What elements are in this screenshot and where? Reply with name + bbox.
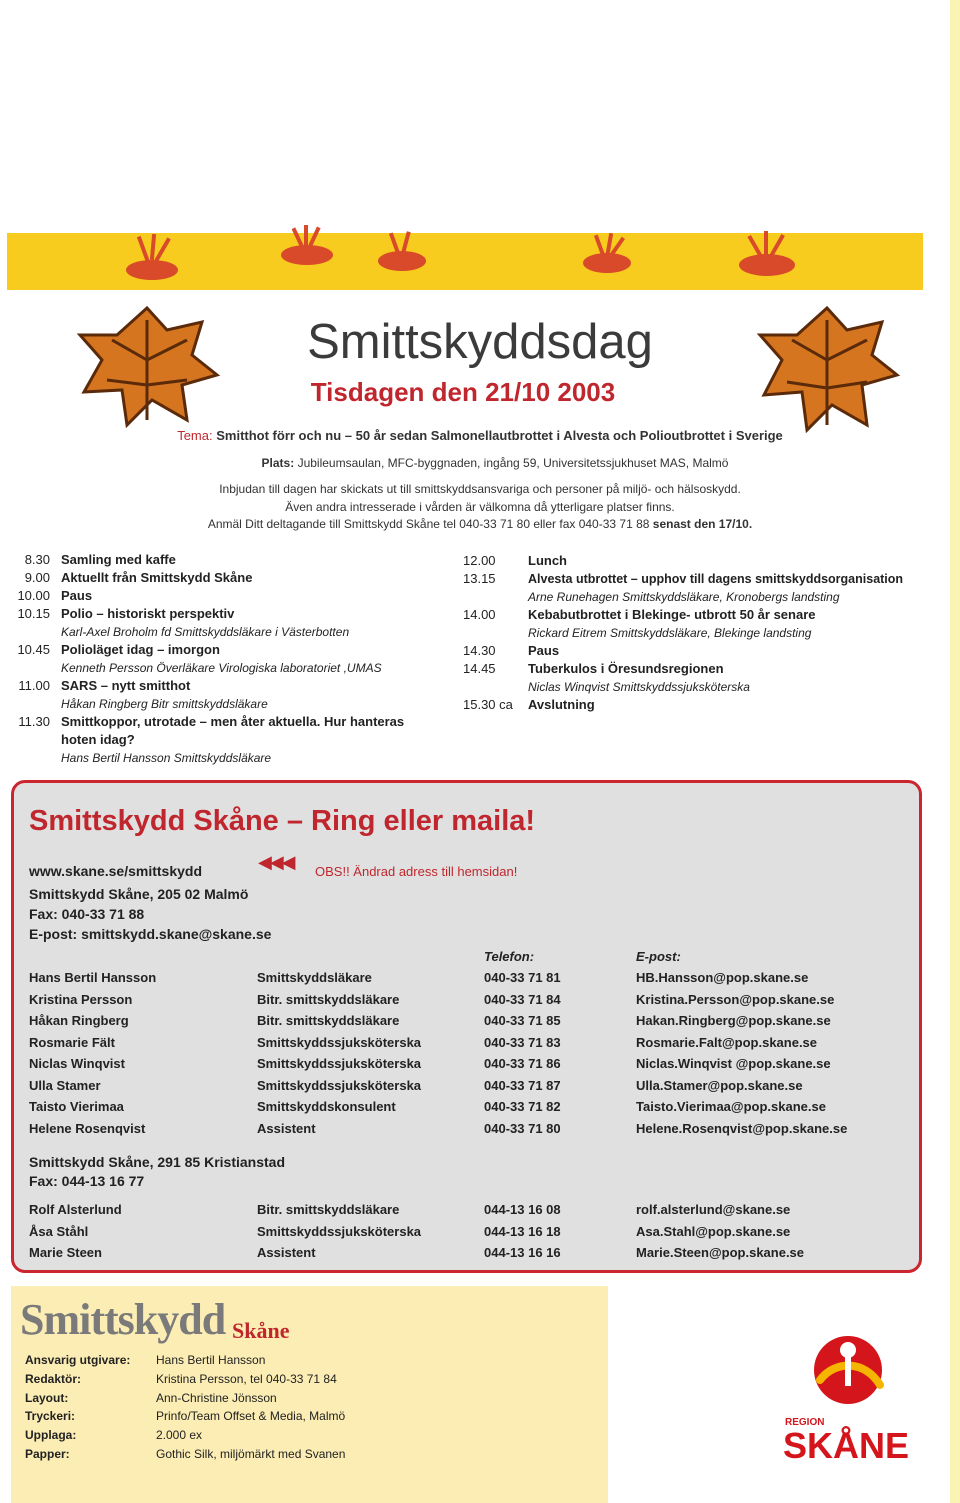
event-date: Tisdagen den 21/10 2003 [310, 377, 616, 407]
plats-text: Jubileumsaulan, MFC-byggnaden, ingång 59, Universitetssjukhuset MAS, Malmö [297, 456, 729, 470]
program-item [10, 677, 450, 713]
program-title: Lunch [528, 553, 567, 568]
program-item [463, 570, 943, 606]
staff-email[interactable]: Ulla.Stamer@pop.skane.se [636, 1077, 803, 1093]
imprint-row [25, 1428, 585, 1446]
staff-name: Håkan Ringberg [29, 1013, 129, 1028]
imprint-label: Redaktör: [25, 1371, 82, 1386]
staff-role: Smittskyddssjuksköterska [257, 1077, 422, 1093]
staff-email[interactable]: Marie.Steen@pop.skane.se [636, 1245, 805, 1260]
staff-name: Åsa Ståhl [29, 1223, 89, 1239]
col-header-email: E-post: [636, 949, 681, 964]
imprint-list [25, 1353, 585, 1473]
staff-email[interactable]: Helene.Rosenqvist@pop.skane.se [636, 1120, 848, 1136]
program-item [10, 551, 450, 569]
right-edge-stripe [950, 0, 960, 1503]
program-item [10, 587, 450, 605]
staff-phone: 040-33 71 85 [484, 1013, 561, 1028]
imprint-row [25, 1353, 585, 1371]
staff-phone: 040-33 71 84 [484, 991, 561, 1007]
program-item [10, 605, 450, 641]
staff-row [29, 1121, 919, 1141]
program-item [463, 660, 943, 696]
program-speaker: Hans Bertil Hansson Smittskyddsläkare [61, 751, 272, 765]
program-title-cont: hoten idag? [61, 732, 135, 747]
staff-phone: 044-13 16 08 [484, 1202, 561, 1217]
staff-row [29, 1224, 919, 1244]
staff-name: Marie Steen [29, 1245, 102, 1260]
program-time: 12.00 [463, 553, 496, 568]
staff-role: Bitr. smittskyddsläkare [257, 1202, 400, 1217]
staff-name: Kristina Persson [29, 991, 133, 1007]
staff-name: Taisto Vierimaa [29, 1099, 124, 1114]
staff-row [29, 1202, 919, 1222]
region-skane-logo-icon [790, 1330, 920, 1420]
imprint-label: Layout: [25, 1390, 69, 1405]
program-title: Avslutning [528, 697, 595, 712]
imprint-value: Ann-Christine Jönsson [156, 1390, 277, 1405]
program-time: 11.30 [18, 714, 50, 729]
plats-label: Plats: [261, 456, 295, 470]
kristianstad-fax: Fax: 044-13 16 77 [29, 1173, 145, 1189]
staff-row [29, 1013, 919, 1033]
imprint-value: Kristina Persson, tel 040-33 71 84 [156, 1371, 337, 1386]
arrows-left-icon: ◀◀◀ [258, 852, 294, 872]
program-title: Polioläget idag – imorgon [61, 642, 220, 657]
program-title: Samling med kaffe [61, 552, 176, 567]
imprint-value: Hans Bertil Hansson [156, 1353, 266, 1367]
staff-row [29, 1035, 919, 1055]
staff-role: Smittskyddssjuksköterska [257, 1034, 422, 1050]
program-item [10, 569, 450, 587]
imprint-label: Papper: [25, 1447, 70, 1461]
intro-deadline: senast den 17/10. [652, 517, 753, 531]
program-speaker: Kenneth Persson Överläkare Virologiska laboratoriet ,UMAS [61, 661, 382, 675]
staff-row [29, 1056, 919, 1076]
program-item [463, 696, 943, 714]
intro-line-3-text: Anmäl Ditt deltagande till Smittskydd Skåne tel 040-33 71 80 eller fax 040-33 71 88 [207, 517, 650, 531]
program-title: Smittkoppor, utrotade – men åter aktuella. Hur hanteras [61, 714, 405, 729]
program-speaker: Rickard Eitrem Smittskyddsläkare, Blekinge landsting [528, 626, 812, 640]
program-time: 13.15 [463, 571, 496, 586]
staff-email[interactable]: Kristina.Persson@pop.skane.se [636, 991, 835, 1007]
smittskydd-logo: Smittskydd [20, 1295, 226, 1344]
staff-phone: 040-33 71 87 [484, 1077, 561, 1093]
staff-email[interactable]: Taisto.Vierimaa@pop.skane.se [636, 1099, 826, 1114]
staff-role: Bitr. smittskyddsläkare [257, 1013, 400, 1028]
staff-role: Smittskyddssjuksköterska [257, 1223, 422, 1239]
staff-email[interactable]: HB.Hansson@pop.skane.se [636, 970, 809, 985]
program-time: 8.30 [24, 552, 50, 567]
sun-figures-decoration [7, 225, 923, 295]
staff-row [29, 1099, 919, 1119]
program-item [463, 642, 943, 660]
staff-email[interactable]: rolf.alsterlund@skane.se [636, 1202, 791, 1217]
tema-line [0, 428, 960, 443]
tema-label: Tema: [177, 428, 213, 443]
program-speaker: Karl-Axel Broholm fd Smittskyddsläkare i Västerbotten [61, 625, 350, 639]
malmo-email[interactable]: E-post: smittskydd.skane@skane.se [29, 926, 272, 942]
plats-line [15, 456, 960, 470]
intro-line-2: Även andra intresserade i vården är välkomna då ytterligare platser finns. [285, 500, 675, 514]
staff-role: Assistent [257, 1245, 316, 1260]
program-title: Kebabutbrottet i Blekinge- utbrott 50 år senare [528, 607, 816, 622]
intro-line-3 [0, 517, 960, 531]
program-title: Tuberkulos i Öresundsregionen [528, 661, 724, 676]
imprint-row [25, 1372, 585, 1390]
staff-role: Smittskyddssjuksköterska [257, 1056, 422, 1071]
staff-role: Smittskyddsläkare [257, 970, 372, 985]
program-title: Paus [61, 588, 93, 603]
program-title: SARS – nytt smitthot [61, 678, 191, 693]
staff-email[interactable]: Asa.Stahl@pop.skane.se [636, 1223, 791, 1239]
staff-phone: 040-33 71 82 [484, 1099, 561, 1114]
staff-role: Smittskyddskonsulent [257, 1099, 396, 1114]
malmo-fax: Fax: 040-33 71 88 [29, 906, 145, 922]
staff-email[interactable]: Hakan.Ringberg@pop.skane.se [636, 1013, 831, 1028]
imprint-value: Prinfo/Team Offset & Media, Malmö [156, 1409, 346, 1424]
imprint-value: 2.000 ex [156, 1428, 203, 1443]
staff-phone: 040-33 71 83 [484, 1034, 561, 1050]
staff-phone: 040-33 71 86 [484, 1056, 561, 1071]
skane-label: SKÅNE [783, 1425, 910, 1466]
program-item [10, 641, 450, 677]
region-label: REGION [785, 1417, 825, 1428]
imprint-row [25, 1391, 585, 1409]
kristianstad-staff-list [29, 1202, 919, 1266]
staff-name: Hans Bertil Hansson [29, 970, 157, 985]
imprint-row [25, 1409, 585, 1427]
program-item [10, 713, 450, 767]
malmo-staff-list [29, 970, 919, 1142]
tema-text: Smitthot förr och nu – 50 år sedan Salmonellautbrottet i Alvesta och Polioutbrottet i Sverige [216, 428, 783, 443]
program-title: Aktuellt från Smittskydd Skåne [61, 570, 253, 585]
staff-phone: 044-13 16 18 [484, 1223, 561, 1239]
staff-name: Niclas Winqvist [29, 1056, 125, 1071]
kristianstad-address: Smittskydd Skåne, 291 85 Kristianstad [29, 1154, 285, 1170]
program-title: Alvesta utbrottet – upphov till dagens smittskyddsorganisation [528, 572, 904, 586]
imprint-row [25, 1447, 585, 1465]
program-item [463, 552, 943, 570]
page-title: Smittskyddsdag [307, 315, 653, 369]
program-time: 10.45 [17, 642, 50, 657]
staff-name: Rosmarie Fält [29, 1034, 115, 1050]
program-speaker: Håkan Ringberg Bitr smittskyddsläkare [61, 697, 268, 711]
program-speaker: Arne Runehagen Smittskyddsläkare, Kronobergs landsting [528, 590, 840, 604]
staff-email[interactable]: Niclas.Winqvist @pop.skane.se [636, 1056, 831, 1071]
imprint-label: Upplaga: [25, 1428, 77, 1443]
staff-phone: 044-13 16 16 [484, 1245, 561, 1260]
program-title: Polio – historiskt perspektiv [61, 606, 235, 621]
program-title: Paus [528, 643, 560, 658]
staff-phone: 040-33 71 80 [484, 1120, 561, 1136]
obs-note: OBS!! Ändrad adress till hemsidan! [315, 864, 518, 879]
program-time: 14.00 [463, 607, 496, 622]
intro-line-1: Inbjudan till dagen har skickats ut till smittskyddsansvariga och personer på miljö- och hälsoskydd. [219, 482, 741, 496]
staff-row [29, 1078, 919, 1098]
staff-role: Assistent [257, 1120, 316, 1136]
program-speaker: Niclas Winqvist Smittskyddssjuksköterska [528, 680, 750, 694]
staff-row [29, 1245, 919, 1265]
imprint-value: Gothic Silk, miljömärkt med Svanen [156, 1447, 346, 1461]
staff-name: Rolf Alsterlund [29, 1202, 122, 1217]
website-link[interactable]: www.skane.se/smittskydd [29, 863, 202, 879]
staff-phone: 040-33 71 81 [484, 970, 561, 985]
malmo-address: Smittskydd Skåne, 205 02 Malmö [29, 886, 249, 902]
staff-role: Bitr. smittskyddsläkare [257, 991, 400, 1007]
imprint-label: Tryckeri: [25, 1409, 76, 1424]
program-time: 10.00 [17, 588, 50, 603]
program-time: 14.45 [463, 661, 496, 676]
program-right [463, 552, 943, 722]
program-item [463, 606, 943, 642]
staff-name: Helene Rosenqvist [29, 1120, 146, 1136]
contact-heading: Smittskydd Skåne – Ring eller maila! [29, 805, 536, 837]
program-time: 9.00 [24, 570, 50, 585]
imprint-label: Ansvarig utgivare: [25, 1353, 131, 1367]
program-left [10, 551, 450, 771]
smittskydd-logo-suffix: Skåne [232, 1318, 290, 1343]
staff-email[interactable]: Rosmarie.Falt@pop.skane.se [636, 1034, 818, 1050]
program-time: 10.15 [17, 606, 50, 621]
col-header-phone: Telefon: [484, 949, 535, 964]
staff-name: Ulla Stamer [29, 1077, 101, 1093]
staff-row [29, 992, 919, 1012]
program-time: 11.00 [18, 678, 50, 693]
program-time: 14.30 [463, 643, 496, 658]
staff-row [29, 970, 919, 990]
program-time: 15.30 ca [463, 697, 513, 712]
